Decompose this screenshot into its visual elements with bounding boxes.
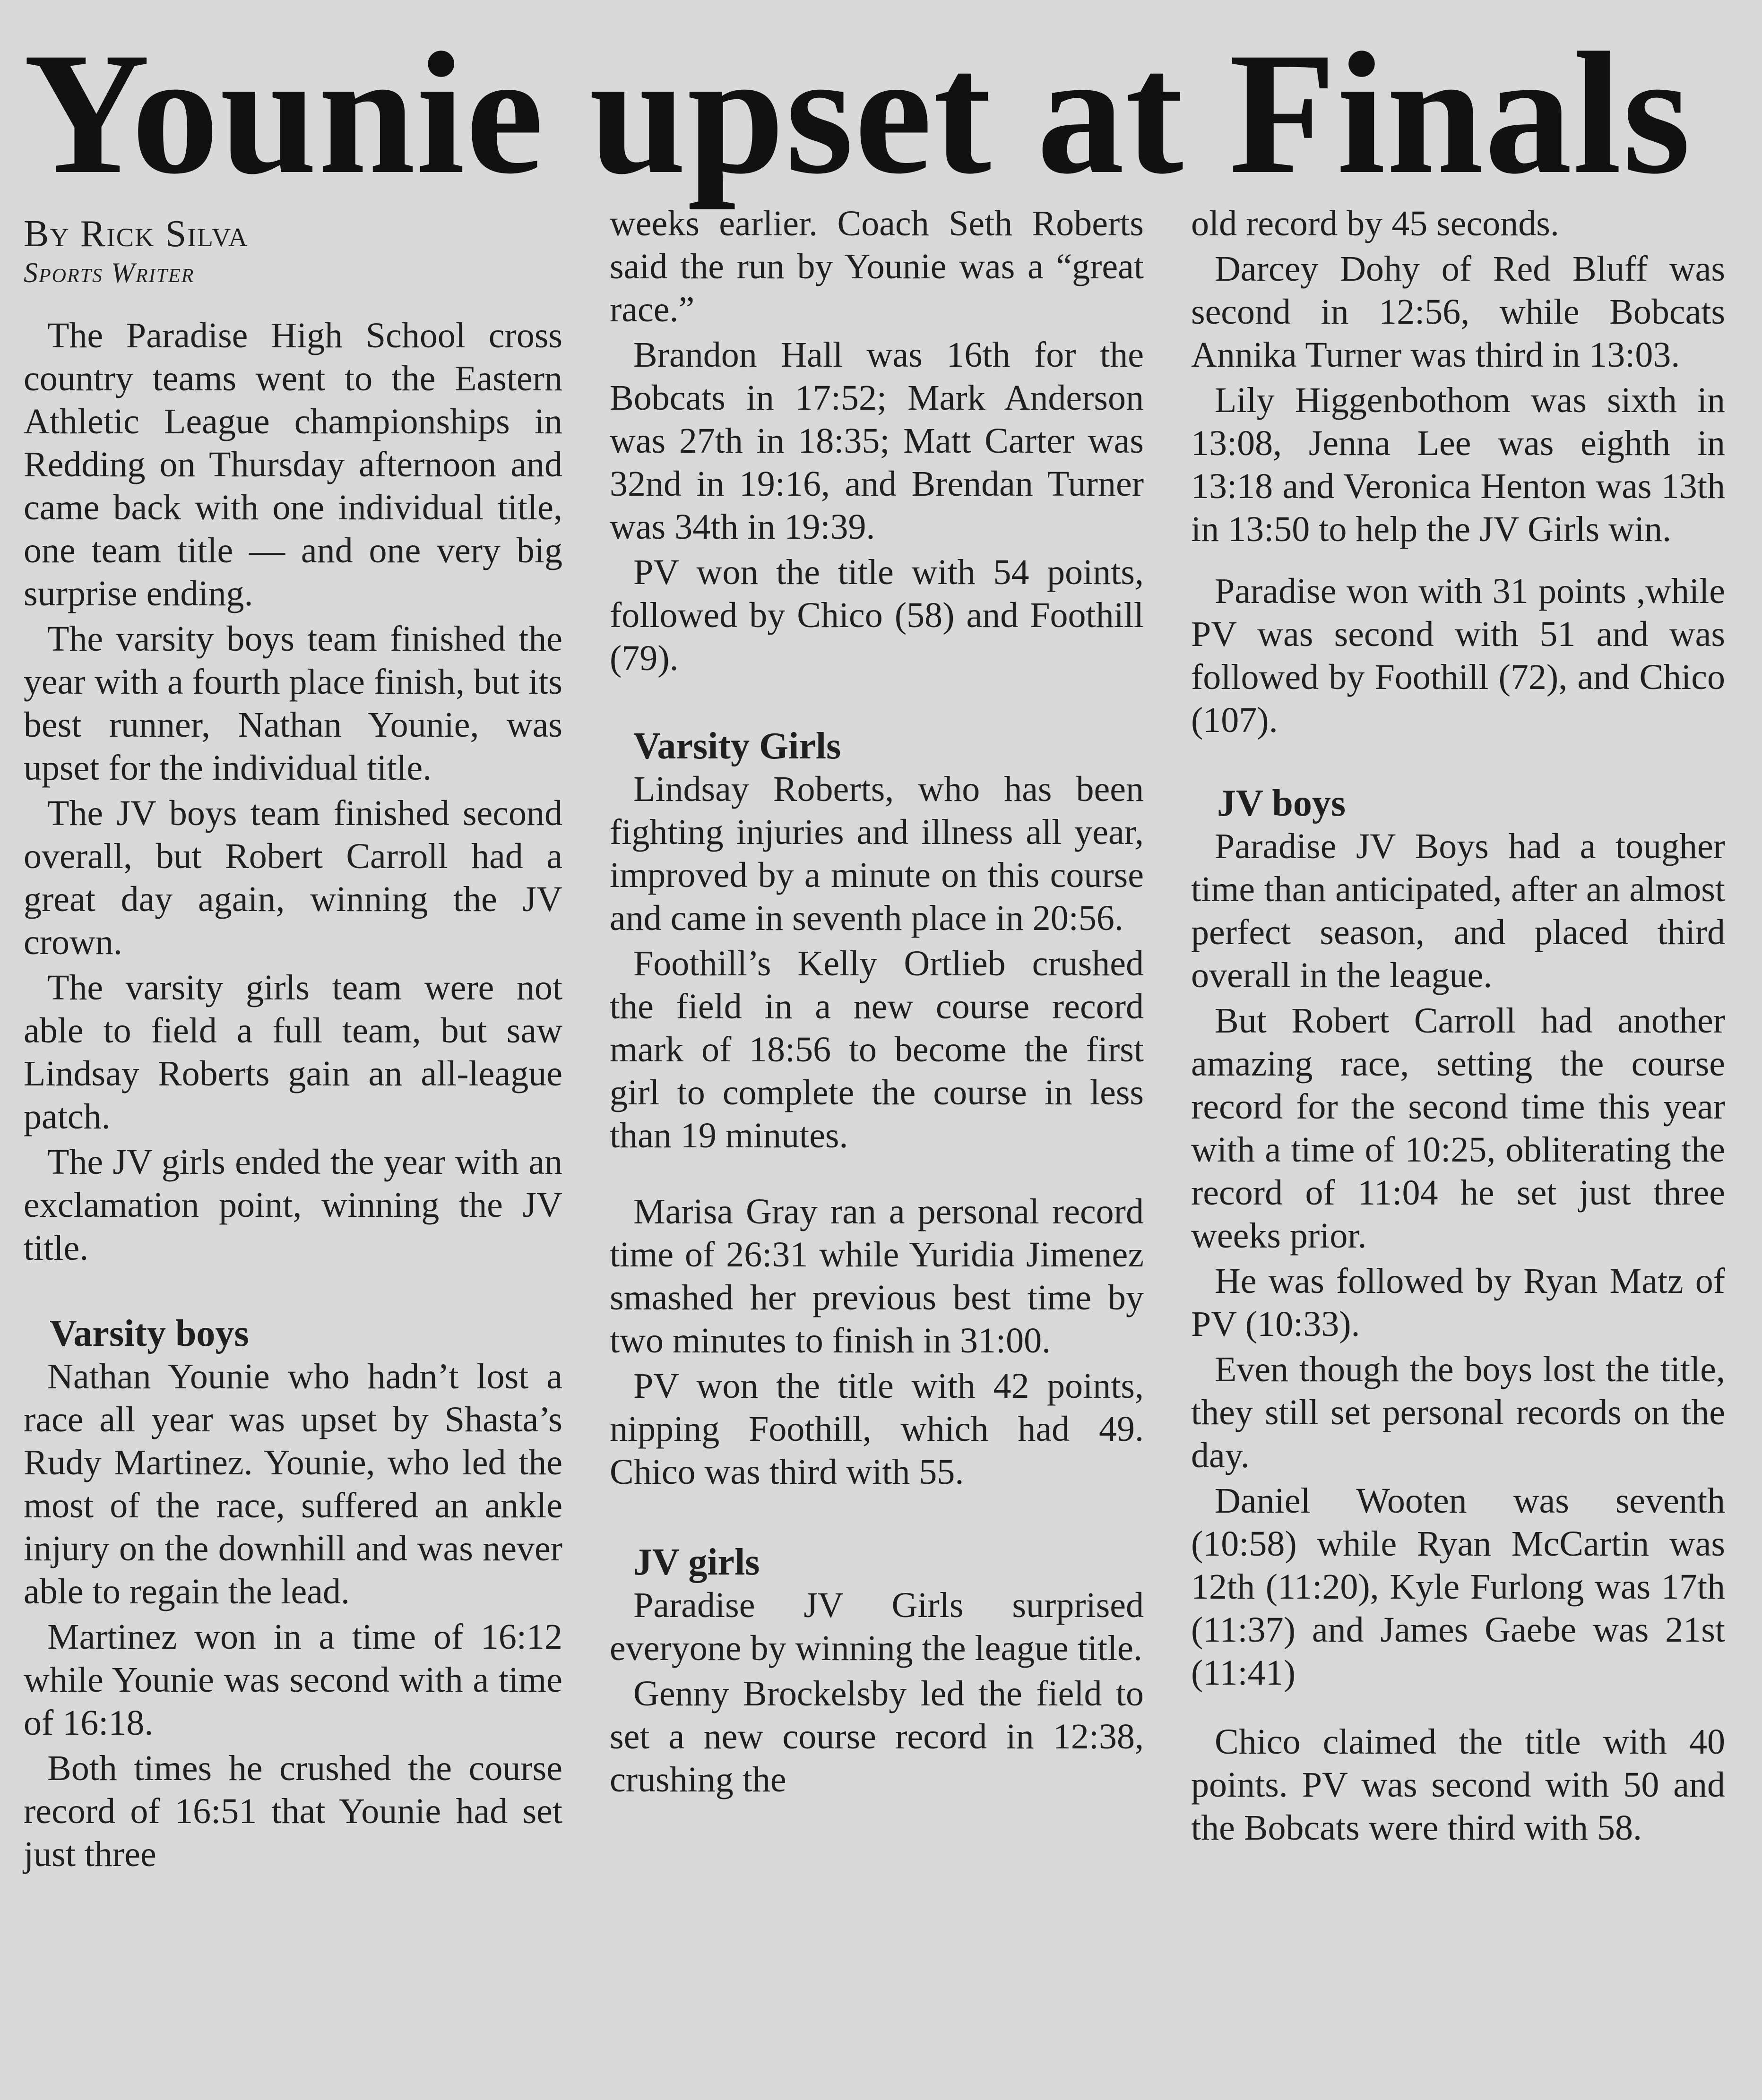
paragraph: Lindsay Roberts, who has been fighting injuries and illness all year, improved by a minute on this course and came in seventh place in 20:56. <box>610 769 1144 938</box>
paragraph: PV won the title with 54 points, followed by Chico (58) and Foothill (79). <box>610 552 1144 678</box>
byline-role: Sports Writer <box>24 257 195 288</box>
paragraph: The Paradise High School cross country teams went to the Eastern Athletic League championships in Redding on Thursday afternoon and came back with one individual title, one team title — and one very big surprise ending. <box>24 316 562 613</box>
paragraph: Chico claimed the title with 40 points. PV was second with 50 and the Bobcats were third with 58. <box>1191 1722 1725 1848</box>
paragraph: Martinez won in a time of 16:12 while Younie was second with a time of 16:18. <box>24 1617 562 1743</box>
column-2 <box>610 202 1144 1804</box>
paragraph: Foothill’s Kelly Ortlieb crushed the field in a new course record mark of 18:56 to become the first girl to complete the course in less than 19 minutes. <box>610 944 1144 1155</box>
paragraph: Darcey Dohy of Red Bluff was second in 12:56, while Bobcats Annika Turner was third in 13:03. <box>1191 249 1725 375</box>
subhead-jv-girls: JV girls <box>633 1541 760 1583</box>
paragraph: The JV boys team finished second overall, but Robert Carroll had a great day again, winning the JV crown. <box>24 793 562 962</box>
paragraph: The JV girls ended the year with an exclamation point, winning the JV title. <box>24 1142 562 1268</box>
paragraph: Brandon Hall was 16th for the Bobcats in 17:52; Mark Anderson was 27th in 18:35; Matt Carter was 32nd in 19:16, and Brendan Turner was 34th in 19:39. <box>610 335 1144 547</box>
byline: By Rick Silva <box>24 213 249 255</box>
paragraph: Nathan Younie who hadn’t lost a race all year was upset by Shasta’s Rudy Martinez. Younie, who led the most of the race, suffered an ankle injury on the downhill and was never able to regain the lead. <box>24 1357 562 1611</box>
paragraph: Genny Brockelsby led the field to set a new course record in 12:38, crushing the <box>610 1674 1144 1799</box>
paragraph: Lily Higgenbothom was sixth in 13:08, Jenna Lee was eighth in 13:18 and Veronica Henton was 13th in 13:50 to help the JV Girls win. <box>1191 380 1725 549</box>
paragraph: Daniel Wooten was seventh (10:58) while Ryan McCartin was 12th (11:20), Kyle Furlong was 17th (11:37) and James Gaebe was 21st (11:41) <box>1191 1481 1725 1693</box>
column-3 <box>1191 202 1725 1852</box>
headline: Younie upset at Finals <box>24 17 1692 210</box>
paragraph: Marisa Gray ran a personal record time of 26:31 while Yuridia Jimenez smashed her previous best time by two minutes to finish in 31:00. <box>610 1192 1144 1360</box>
subhead-varsity-boys: Varsity boys <box>50 1313 249 1354</box>
paragraph: PV won the title with 42 points, nipping Foothill, which had 49. Chico was third with 55. <box>610 1366 1144 1492</box>
paragraph: He was followed by Ryan Matz of PV (10:33). <box>1191 1261 1725 1344</box>
column-1 <box>24 203 562 1878</box>
paragraph-continued: old record by 45 seconds. <box>1191 204 1559 243</box>
paragraph: Both times he crushed the course record of 16:51 that Younie had set just three <box>24 1748 562 1874</box>
paragraph: Paradise won with 31 points ,while PV was second with 51 and was followed by Foothill (72), and Chico (107). <box>1191 571 1725 740</box>
paragraph: The varsity boys team finished the year with a fourth place finish, but its best runner, Nathan Younie, was upset for the individual title. <box>24 619 562 788</box>
paragraph: Paradise JV Girls surprised everyone by winning the league title. <box>610 1585 1144 1668</box>
subhead-varsity-girls: Varsity Girls <box>633 725 841 767</box>
paragraph: But Robert Carroll had another amazing race, setting the course record for the second time this year with a time of 10:25, obliterating the record of 11:04 he set just three weeks prior. <box>1191 1001 1725 1256</box>
paragraph-continued: weeks earlier. Coach Seth Roberts said the run by Younie was a “great race.” <box>610 204 1144 329</box>
subhead-jv-boys: JV boys <box>1217 783 1346 824</box>
paragraph: The varsity girls team were not able to field a full team, but saw Lindsay Roberts gain an all-league patch. <box>24 968 562 1136</box>
paragraph: Paradise JV Boys had a tougher time than anticipated, after an almost perfect season, and placed third overall in the league. <box>1191 826 1725 995</box>
paragraph: Even though the boys lost the title, they still set personal records on the day. <box>1191 1350 1725 1475</box>
